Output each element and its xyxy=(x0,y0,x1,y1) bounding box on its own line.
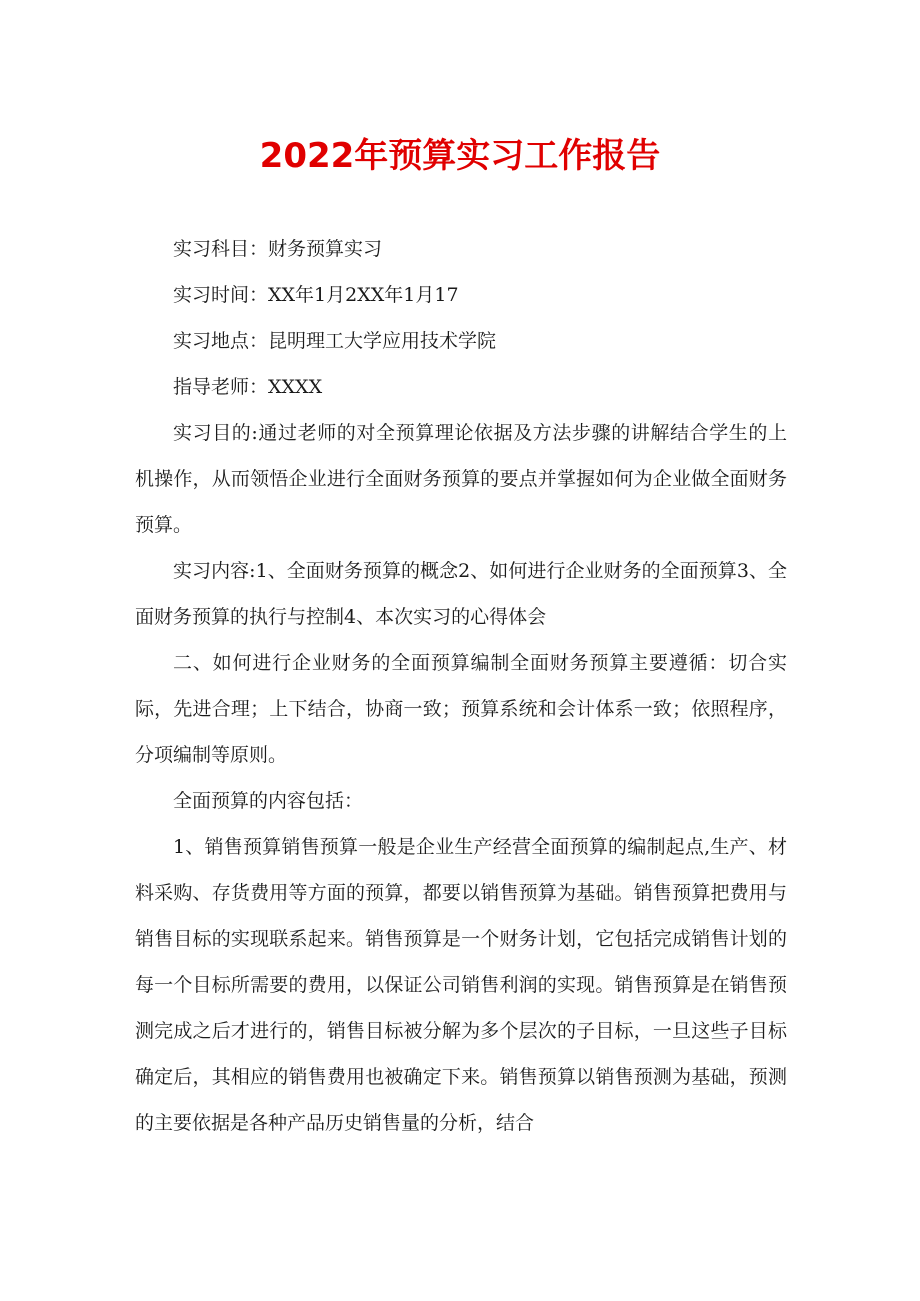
paragraph-location: 实习地点：昆明理工大学应用技术学院 xyxy=(173,330,497,352)
paragraph-section-two: 二、如何进行企业财务的全面预算编制全面财务预算主要遵循：切合实际，先进合理；上下结合，协商一致；预算系统和会计体系一致；依照程序，分项编制等原则。 xyxy=(135,652,787,766)
paragraph-teacher: 指导老师：XXXX xyxy=(173,376,323,398)
paragraph-time: 实习时间：XX年1月2XX年1月17 xyxy=(173,284,459,306)
paragraph-budget-contents: 全面预算的内容包括： xyxy=(173,790,364,812)
paragraph-content: 实习内容:1、全面财务预算的概念2、如何进行企业财务的全面预算3、全面财务预算的执行与控制4、本次实习的心得体会 xyxy=(135,560,787,628)
paragraph-subject: 实习科目：财务预算实习 xyxy=(173,238,383,260)
paragraph-purpose: 实习目的:通过老师的对全预算理论依据及方法步骤的讲解结合学生的上机操作，从而领悟企业进行全面财务预算的要点并掌握如何为企业做全面财务预算。 xyxy=(135,422,787,536)
document-title: 2022年预算实习工作报告 xyxy=(259,136,661,176)
document-body xyxy=(135,226,787,1146)
paragraph-sales-budget: 1、销售预算销售预算一般是企业生产经营全面预算的编制起点,生产、材料采购、存货费用等方面的预算，都要以销售预算为基础。销售预算把费用与销售目标的实现联系起来。销售预算是一个财务计划，它包括完成销售计划的每一个目标所需要的费用，以保证公司销售利润的实现。销售预算是在销售预测完成之后才进行的，销售目标被分解为多个层次的子目标，一旦这些子目标确定后，其相应的销售费用也被确定下来。销售预算以销售预测为基础，预测的主要依据是各种产品历史销售量的分析，结合 xyxy=(135,836,787,1134)
